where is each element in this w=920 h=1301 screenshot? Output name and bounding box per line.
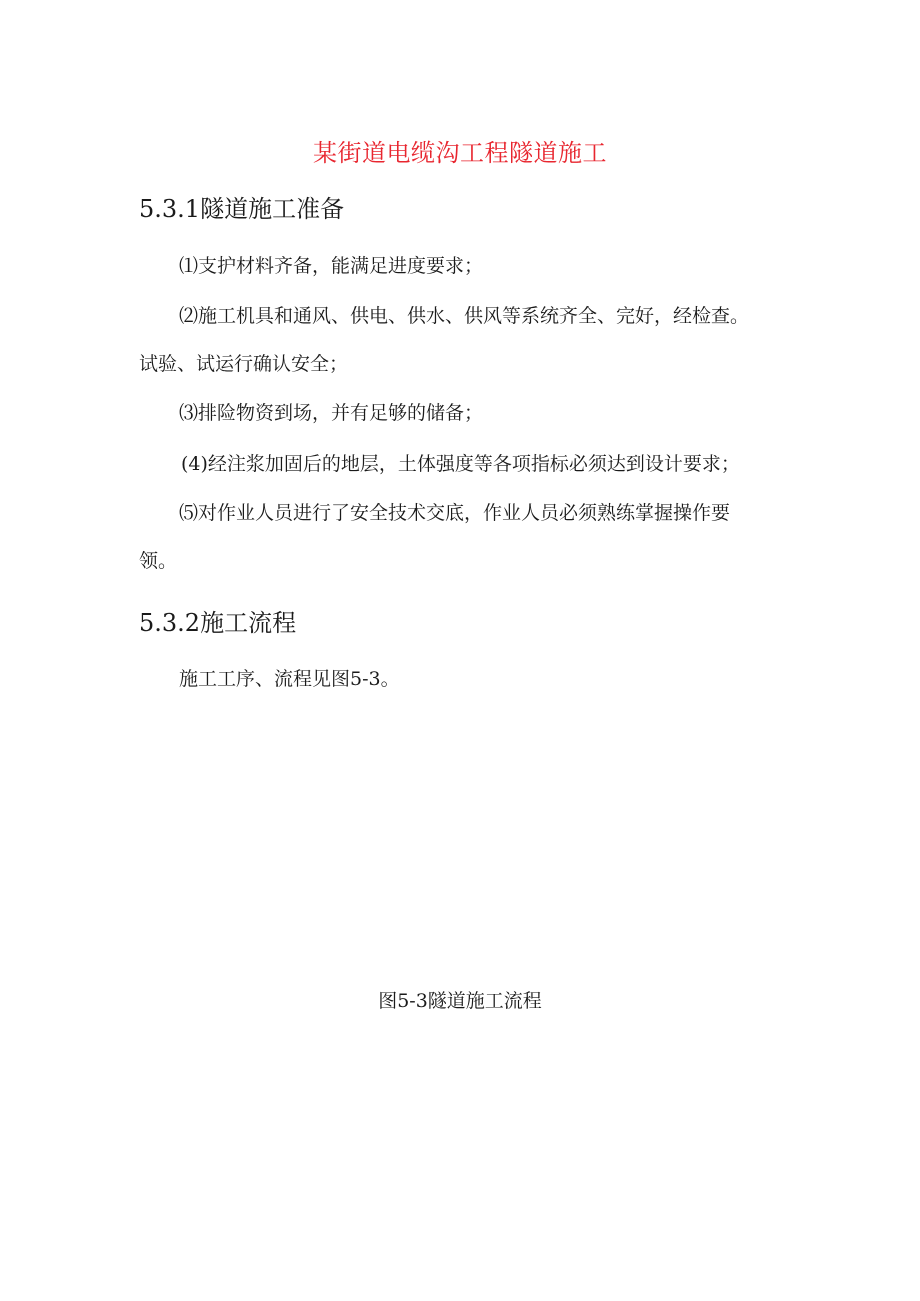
document-title: 某街道电缆沟工程隧道施工: [313, 139, 607, 167]
paragraph-item-2-continued: 试验、试运行确认安全；: [139, 353, 349, 375]
paragraph-item-1: ⑴支护材料齐备，能满足进度要求；: [179, 255, 484, 277]
paragraph-item-4: (4)经注浆加固后的地层，土体强度等各项指标必须达到设计要求；: [181, 453, 740, 475]
paragraph-flow-reference: 施工工序、流程见图5-3。: [179, 668, 400, 690]
paragraph-item-2: ⑵施工机具和通风、供电、供水、供风等系统齐全、完好，经检查。: [179, 305, 750, 327]
figure-caption: 图5-3隧道施工流程: [378, 990, 542, 1012]
paragraph-item-5-continued: 领。: [139, 550, 178, 572]
section-heading-flow: 5.3.2施工流程: [139, 609, 297, 637]
section-heading-prep: 5.3.1隧道施工准备: [139, 195, 345, 223]
paragraph-item-5: ⑸对作业人员进行了安全技术交底，作业人员必须熟练掌握操作要: [179, 502, 731, 524]
paragraph-item-3: ⑶排险物资到场，并有足够的储备；: [179, 402, 484, 424]
